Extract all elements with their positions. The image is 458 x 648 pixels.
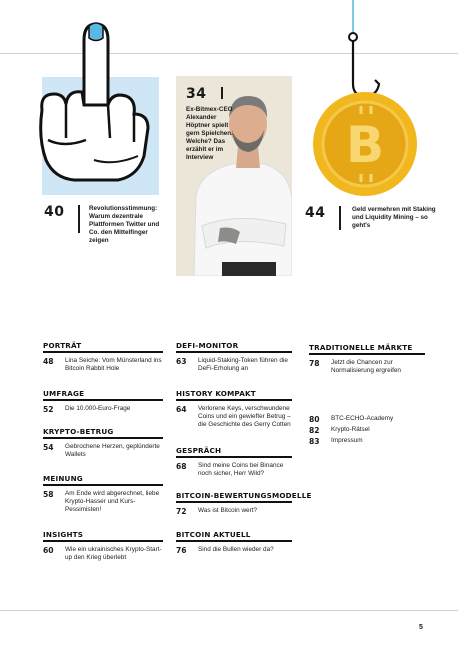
toc-section-title: MEINUNG (43, 474, 83, 483)
toc-entry[interactable] (43, 357, 168, 373)
toc-entry[interactable] (43, 490, 168, 515)
toc-section-title: GESPRÄCH (176, 446, 222, 455)
toc-entry[interactable] (176, 507, 298, 516)
toc-section-title: UMFRAGE (43, 389, 85, 398)
toc-page-number: 80 (309, 415, 320, 424)
toc-page-number: 82 (309, 426, 320, 435)
toc-section-title: TRADITIONELLE MÄRKTE (309, 343, 413, 352)
section-rule (176, 501, 292, 503)
toc-page-number: 54 (43, 443, 54, 452)
toc-page-number: 63 (176, 357, 187, 366)
toc-entry-text: Sind die Bullen wieder da? (198, 546, 274, 553)
toc-entry[interactable] (43, 405, 168, 414)
toc-page-number: 60 (43, 546, 54, 555)
toc-entry-text: Impressum (331, 437, 363, 444)
toc-page-number: 83 (309, 437, 320, 446)
toc-section-title: BITCOIN AKTUELL (176, 530, 251, 539)
toc-entry-text: Am Ende wird abgerechnet, liebe Krypto-Hasser und Kurs-Pessimisten! (65, 490, 160, 514)
toc-page-number: 78 (309, 359, 320, 368)
toc-entry[interactable] (176, 357, 298, 373)
feature-divider (339, 206, 341, 230)
bottom-rule (0, 610, 458, 611)
toc-section-title: BITCOIN-BEWERTUNGSMODELLE (176, 491, 312, 500)
section-rule (309, 353, 425, 355)
feature-divider (221, 87, 223, 99)
feature-number: 34 (186, 86, 207, 102)
bitcoin-on-hook-illustration (305, 0, 425, 200)
toc-entry[interactable] (43, 546, 168, 562)
toc-page-number: 72 (176, 507, 187, 516)
toc-entry[interactable] (309, 415, 425, 424)
toc-entry[interactable] (176, 546, 298, 555)
toc-entry-text: Lina Seiche: Vom Münsterland ins Bitcoin Rabbit Hole (65, 357, 162, 373)
section-rule (43, 484, 163, 486)
feature-number: 40 (44, 204, 65, 220)
toc-entry[interactable] (176, 405, 298, 430)
toc-page-number: 48 (43, 357, 54, 366)
toc-entry-text: BTC-ECHO-Academy (331, 415, 394, 422)
toc-entry[interactable] (176, 462, 298, 478)
feature-number: 44 (305, 205, 326, 221)
toc-entry-text: Krypto-Rätsel (331, 426, 370, 433)
section-rule (43, 437, 163, 439)
section-rule (43, 351, 163, 353)
page-number: 5 (419, 624, 423, 631)
toc-page-number: 68 (176, 462, 187, 471)
toc-entry-text: Verlorene Keys, verschwundene Coins und ein gewiefter Betrug – die Geschichte des Gerry Cotten (198, 405, 291, 429)
section-rule (43, 540, 163, 542)
toc-page-number: 64 (176, 405, 187, 414)
feature-blurb: Revolutionsstimmung: Warum dezentrale Plattformen Twitter und Co. den Mittelfinger zeigen (89, 205, 160, 244)
feature-blurb: Geld vermehren mit Staking und Liquidity Mining – so geht's (352, 206, 436, 229)
toc-section-title: HISTORY KOMPAKT (176, 389, 256, 398)
section-rule (176, 351, 292, 353)
feature-divider (78, 205, 80, 233)
toc-entry[interactable] (43, 443, 168, 459)
section-rule (43, 399, 163, 401)
section-rule (176, 540, 292, 542)
section-rule (176, 456, 292, 458)
toc-entry-text: Jetzt die Chancen zur Normalisierung ergreifen (331, 359, 401, 375)
toc-entry-text: Gebrochene Herzen, geplünderte Wallets (65, 443, 160, 459)
toc-entry-text: Wie ein ukrainisches Krypto-Start-up den Krieg überlebt (65, 546, 162, 562)
toc-section-title: KRYPTO-BETRUG (43, 427, 114, 436)
toc-page-number: 76 (176, 546, 187, 555)
toc-entry-text: Liquid-Staking-Token führen die DeFi-Erholung an (198, 357, 288, 373)
svg-text:B: B (345, 116, 385, 174)
toc-entry[interactable] (309, 426, 425, 435)
toc-section-title: INSIGHTS (43, 530, 84, 539)
section-rule (176, 399, 292, 401)
toc-entry-text: Die 10.000-Euro-Frage (65, 405, 131, 412)
middle-finger-hand-illustration (34, 10, 169, 200)
toc-entry[interactable] (309, 359, 425, 375)
feature-blurb: Ex-Bitmex-CEO Alexander Höptner spielt gern Spielchen. Welche? Das erzählt er im Interview (186, 106, 233, 161)
toc-section-title: PORTRÄT (43, 341, 82, 350)
toc-section-title: DEFI-MONITOR (176, 341, 239, 350)
toc-entry-text: Sind meine Coins bei Binance noch sicher, Herr Wild? (198, 462, 284, 478)
toc-page-number: 58 (43, 490, 54, 499)
toc-entry[interactable] (309, 437, 425, 446)
toc-page-number: 52 (43, 405, 54, 414)
toc-entry-text: Was ist Bitcoin wert? (198, 507, 258, 514)
